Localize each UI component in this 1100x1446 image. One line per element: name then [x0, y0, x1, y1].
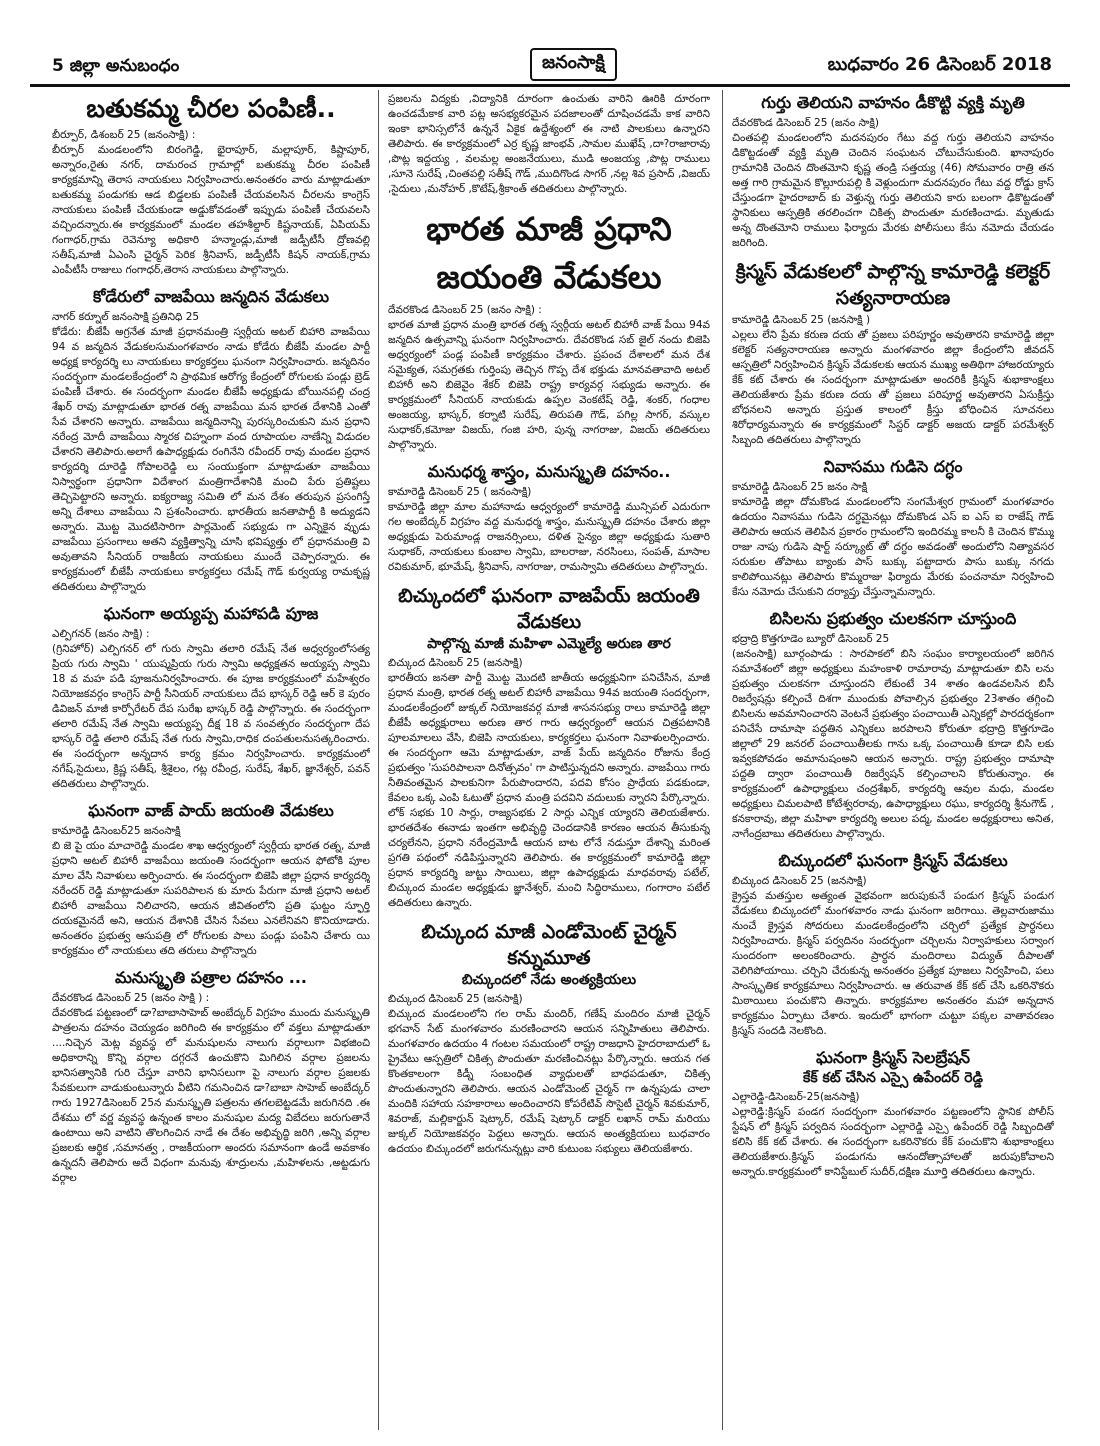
masthead-logo: జనంసాక్షి	[530, 48, 617, 81]
column-1	[52, 92, 370, 1422]
article-body: (గ్రినిహోర్) ఎల్పిగనర్ లో గురు స్వామి తలారి రమేష్ నేత అధ్వర్యంలోసత్య ప్రియ గురు స్వామి ' యుష్మప్రియ గురు స్వామి అధ్యక్షతన అయ్యప్ప స్వామి 18 వ మహ పడి పూజనునిర్వహించారు. ఈ పూజ కార్యక్రమంలో మహేశ్వరం నియోజకవర్గం కాంగ్రెస్ పార్టీ సీనియర్ నాయకులు దేప భాస్కర్ రెడ్డి ఆర్ కె పురం డివిజన్ మాజీ కార్పోరేటర్ దేప సురేఖ భాస్కర్ రెడ్డి పాల్గొన్నారు. ఈ సందర్భంగా తలారి రమేష్ నేత స్వామి అయ్యప్ప దీక్ష 18 వ సంవత్సరం సందర్భంగా దేప భాస్కర్ రెడ్డి తలారి రమేష్ నేత గురు స్వామి,రాధిక దంపతులనుసత్కరించారు. ఈ సందర్భంగా అన్నదాన కార్య క్రమం నిర్వహించారు. కార్యక్రమంలో నగేష్,సైదులు, క్రిష్ణ సతీష్, శ్రీశైలం, గట్ల రవీంద్ర, సురేష్, శేఖర్, జ్ఞానేశ్వర్, పవన్ తదితరులు పాల్గొన్నారు.	[52, 643, 370, 790]
article	[732, 1047, 1054, 1180]
article	[52, 286, 370, 595]
header-divider	[30, 84, 1070, 87]
article	[732, 850, 1054, 1039]
article-headline: ఘనంగా అయ్యప్ప మహాపడి పూజ	[103, 604, 319, 623]
article-body: ఎల్లలు లేని ప్రేమ కరుణ దయ తో ప్రజలు పరిపూర్ణం అవుతారని కామారెడ్డి జిల్లా కలెక్టర్ సత్యనారాయణ అన్నారు మంగళవారం జిల్లా కేంద్రంలోని జీవదన్ ఆస్పత్రిలో నిర్వహించిన క్రిస్మస్ వేడుకలకు ఆయన ముఖ్య అతిథిగా హాజరయ్యారు కేక్ కట్ చేశారు ఈ సందర్భంగా మాట్లాడుతూ అందరికీ క్రిస్మస్ శుభాకాంక్షలు తెలియజేశారు ప్రేమ కరుణ దయ తో ప్రజలు పరిపూర్ణ అవుతారని ఏసుక్రీస్తు బోధనలని అన్నారు ప్రస్తుత కాలంలో క్రీస్తు బోధించిన సూచనలు శిరోధార్యమన్నారు ఈ కార్యక్రమంలో సిస్టర్ డాక్టర్ అజయ డాక్టర్ పరమేశ్వర్ సిబ్బంది తదితరులు పాల్గొన్నారు	[732, 329, 1054, 446]
article	[732, 92, 1054, 251]
article-dateline: దేవరకొండ డిసెంబర్ 25 (జనం సాక్షి)	[732, 117, 879, 129]
article-dateline: కామారెడ్డి డిసెంబర్ 25 జనం సాక్షి	[732, 481, 868, 493]
article-headline: బిచ్కుందలో ఘనంగా వాజపేయ్ జయంతి వేడుకలు	[398, 585, 700, 633]
issue-date: బుధవారం 26 డిసెంబర్ 2018	[827, 54, 1052, 75]
article-dateline: దేవరకొండ డిసెంబర్ 25 (జనం సాక్షి ) :	[52, 992, 210, 1004]
page-header	[30, 48, 1070, 80]
article-body: బి జె పై యం మాచారెడ్డి మండల శాఖ ఆధ్వర్యంలో స్వర్గీయ భారత రత్న, మాజీ ప్రధాని అటల్ బిహారీ వాజపేయి జయంతి సందర్భంగా ఆయన ఫోటోకి పూల మాల వేసి నివాళులు అర్పించారు. ఈ సందర్భంగా బిజెపి జిల్లా ప్రధాన కార్యదర్శి నరేందర్ రెడ్డి మాట్లాడుతూ సుపరిపాలన కు మారు పేరుగా మాజీ ప్రధాని అటల్ బిహారీ వాజపేయి నిలిచారని, ఆయన జీవితంలోని ప్రతి ఘట్టం స్ఫూర్తి దయకమైనదే అని, ఆయన దేశానికి చేసిన సేవలు ఎనలేనివని కొనియాడారు. అనంతరం ప్రభుత్వ ఆసుపత్రి లో రోగులకు పాలు పండ్లు పంపిని చేశారు యి కార్యక్రమం లో నాయకులు తది తరులు పాల్గొన్నారు	[52, 840, 370, 957]
article	[732, 608, 1054, 842]
article	[388, 205, 710, 453]
article-headline: బిసిలను ప్రభుత్వం చులకనగా చూస్తుంది	[769, 609, 1017, 628]
article-dateline: బిచ్కుంద డిసెంబర్ 25 (జనసాక్షి)	[732, 875, 867, 887]
article-headline: మనుస్మృతి పత్రాల దహనం ...	[114, 968, 308, 987]
article-dateline: ఎల్పిగనర్ (జనం సాక్షి) :	[52, 628, 150, 640]
article	[732, 259, 1054, 448]
article-dateline: బిచ్కుంద డిసెంబర్ 25 (జనసాక్షి)	[388, 993, 523, 1005]
article-headline: బిచ్కుంద మాజీ ఎండోమెంట్ చైర్మన్ కన్నుమూత	[421, 921, 677, 969]
article-body: కోడేరు: బీజేపీ అగ్రనేత మాజీ ప్రధానమంత్రి స్వర్గీయ అటల్ బిహారి వాజపేయి 94 వ జన్మదిన వేడుకలసుమంగళవారం నాడు కోడేరు బీజేపీ మండల పార్టీ అధ్యక్ష కార్యదర్శి లు నాయకులు కార్యకర్తలు ఘనంగా నిర్వహించారు. జన్మదినం సందర్భంగా మండలకేంద్రంలో ని ప్రాథమిక ఆరోగ్య కేంద్రంలో రోగులకు పండ్లు బ్రెడ్ పంపిణీ చేశారు. ఈ సందర్భంగా మండల బీజేపీ అధ్యక్షుడు బోయినపల్లి చంద్ర శేఖర్ రావు మాట్లాడుతూ భారత రత్న వాజపేయి మన భారత దేశానికి ఎంతో సేవ చేశారని అన్నారు. వాజపేయి జన్మదినాన్ని పురస్కరించుకుని మన ప్రధాని నరేంద్ర మోదీ వాజపేయి స్మారక చిహ్నంగా వంద రూపాయల నాణేన్ని విడుదల చేశారని తెలిపారు.అలాగే ఉపాధ్యక్షుడు రంగినేని రవీందర్ రావు మండల ప్రధాన కార్యదర్శి దూరెడ్డి గోపాలరెడ్డి లు సంయుక్తంగా మాట్లాడుతూ వాజపేయి నిస్వార్థంగా ప్రధానిగా విదేశాంగ మంత్రిగాదేశానికి మంచి పేరు ప్రతిష్టలు తెచ్చిపెట్టారని అన్నారు. ఐక్యరాజ్య సమితి లో మన దేశం తరుపున ప్రసంగిస్తే అన్ని దేశాలు వాజపేయి ని ప్రశంసించారు. భారతీయ జనతాపార్టీ కి అద్యుడని అన్నారు. మొట్ట మొదటిసారిగా పార్లమెంట్ సభ్యుడు గా ఎన్నికైన వృుడు వాజపేయి ప్రసంగాలు అతని వ్యక్తిత్వాన్ని చూసి భవిష్యత్తు లో ప్రధానమంత్రి వి అవుతావని సీనియర్ రాజకీయ నాయకులు ముందే చెప్పారన్నారు. ఈ కార్యక్రమంలో బీజేపీ నాయకులు కార్యకర్తలు రమేష్ గౌడ్ కుర్వయ్య రామకృష్ణ తదితరులు పాల్గొన్నారు	[52, 326, 370, 593]
article-headline: మనుధర్మ శాస్త్రం, మనుస్మృతి దహనం..	[427, 462, 671, 481]
article-dateline: కామారెడ్డి డిసెంబర్25 జనంసాక్షి	[52, 825, 181, 837]
article-body: బిచ్కుంద మండలంలోని గల రామ్ మందిర్, గణేష్ మందిరం మాజీ చైర్మన్ భగవాన్ సేట్ మంగళవారం మరణించారని ఆయన సన్నిహితులు తెలిపారు. మంగళవారం ఉదయం 4 గంటల సమయంలో రాష్ట్ర రాజధాని హైదరాబాదులో ఓ ప్రైవేటు ఆస్పత్రిలో చికిత్స పొందుతూ మరణించినట్లు పేర్కొన్నారు. ఆయన గత కొంతకాలంగా కిడ్నీ సంబంధిత వ్యాధులతో బాధపడుతూ, చికిత్స పొందుతున్నారని తెలిపారు. ఆయన ఎండోమెంట్ చైర్మన్ గా ఉన్నపుడు చాలా మందికి సహాయ సహకారాలు అందించారని కోపరేటివ్ సొసైటీ చైర్మన్ శివకుమార్, శివరాజ్, మల్లికార్జున్ షెట్కార్, రమేష్ షెట్కార్ డాక్టర్ లఖాన్ రామ్ మరియు జుక్కల్ నియోజకవర్గం పెద్దలు అన్నారు. ఆయన అంత్యక్రియలు బుధవారం ఉదయం బిచ్కుందలో జరుగనున్నట్లు వారి కుటుంబ సభ్యులు తెలియజేశారు.	[388, 1008, 710, 1155]
column-divider	[722, 90, 723, 1430]
article-subheadline: బిచ్కుందలో నేడు అంత్యక్రియలు	[461, 972, 637, 988]
article-dateline: బీర్పూర్, డిశంబర్ 25 (జనంసాక్షి) :	[52, 129, 196, 141]
article-body: కామారెడ్డి జిల్లా మాల మహానాడు ఆధ్వర్యంలో కామారెడ్డి మున్సిపల్ ఎదురుగా గల అంబేద్కర్ విగ్రహం వద్ద మనుధర్మ శాస్త్రం, మనుస్మృతి దహనం చేశారు జిల్లా అధ్యక్షుడు పెరుమాండ్ల రాజనర్సింలు, దళిత సైన్యం జిల్లా అధ్యక్షుడు సుతారి సుధాకర్, నాయకులు కుంబాల స్వామి, బాలరాజు, నరసింలు, సంపత్, మాసాల రవికుమార్, భూమేష్, శ్రీనివాస్, నాగరాజు, రామస్వామి తదితరులు పాల్గొన్నారు.	[388, 501, 710, 573]
article	[388, 461, 710, 575]
article-dateline: కామారెడ్డి డిసెంబర్ 25 ( జనంసాక్షి)	[388, 486, 532, 498]
article-headline: గుర్తు తెలియని వాహనం డీకొట్టి వ్యక్తి మృతి	[761, 93, 1025, 112]
article-dateline: నాగర్ కర్నూల్ జనంసాక్షి ప్రతినిధి 25	[52, 311, 200, 323]
article-subheadline: పాల్గొన్న మాజీ మహిళా ఎమ్మెల్యే అరుణ తార	[427, 636, 671, 652]
article-continuation	[388, 92, 710, 197]
article-body: (జనంసాక్షి) బూర్గంపాడు : సారపాకలో బిసి సంఘం కార్యాలయంలో జరిగిన సమావేశంలో జిల్లా అధ్యక్షులు మహంకాళి రామారావు మాట్లాడుతూ బిసి లను ప్రభుత్వం చులకనగా చూస్తుందని లేకుంటే 34 శాతం ఉండవలసిన బిసీ రిజర్వేషన్లు కల్పించే దిశగా ముందుకు పోవాల్సిన ప్రభుత్వం 23శాతం తగ్గించి బిసిలను అవమానించారని వెంటనే ప్రభుత్వం పంచాయితీ ఎన్నికల్లో పారదర్శకంగా పనిచేసే దామాషా పద్ధతిన ఎన్నికలు జరపాలని కోరుతూ భద్రాద్రి కొత్తగూడెం జిల్లాలో 29 జనరల్ పంచాయితీలకు గాను ఒక్క పంచాయితీ కూడా బిసి లకు ఇవ్వకపోవడం అమానుషంఅని ఆయన అన్నారు. రాష్ట్ర ప్రభుత్వం దామాషా పద్దతి ద్వారా పంచాయితీ రిజర్వేషన్ కల్పించాలని కోరుతున్నాం. ఈ కార్యక్రమంలో ఉపాధ్యాక్షులు చంద్రశేఖర్, కార్యదర్శి ఆవుల మధు, మండల అధ్యక్షులు చిమలపాటి కోటేశ్వరరావు, ఉపాధ్యాక్షులు రఘు, కార్యదర్శి శ్రీనుగౌడ్ , కనకారావు, జిల్లా మహిళా కార్యదర్శి అలుల పద్మ, మండల అధ్యక్షురాలు అనిత, నాగేంద్రబాబు తదితరులు పాల్గొన్నారు.	[732, 648, 1054, 840]
article	[52, 603, 370, 792]
page-section-label: 5 జిల్లా అనుబంధం	[52, 56, 180, 76]
article-headline: నివాసము గుడిసె దగ్ధం	[823, 457, 963, 476]
article-dateline: భద్రాద్రి కొత్తగూడెం బ్యూరో డిసెంబర్ 25	[732, 633, 890, 645]
article-headline: బతుకమ్మ చీరల పంపిణీ..	[86, 94, 336, 123]
article-body: దేవరకొండ పట్టణంలో డా?బాబాసాహెబ్ అంబేద్కర్ విగ్రహం ముందు మనుస్మృతి పాత్రలను దహనం చెయ్యడం జరిగింది ఈ కార్యక్రమం లో వక్తలు మాట్లాడుతూ ....నిచ్చెన మెట్ల వ్యవస్థ లో మనుషులను నాలుగు వర్గాలుగా విభజించి అధికారాన్ని కొన్ని వర్గాల దగ్గరనే ఉంచుకొని మిగిలిన వర్గాల ప్రజలను భానిసత్వానికి గురి చేస్తూ వారిని భానిసలుగా పై నాలుగు వర్గాల ప్రజలకు సేవకులుగా వాడుకుంటున్నారు వీటిని గమనించిన డా?బాబా సాహెబ్ అంబేద్కర్ గారు 1927డిసెంబర్ 25న మనుస్మృతి పత్రలను తగలబెట్టడమే జరుగినది .ఈ దేశము లో వర్ణ వ్యవస్థ ఉన్నంత కాలం మనుషుల మద్య విబేదలు జరుగుతానే ఉంటాయి అని వాటిని తొలగించిన నాడే ఈ దేశం అభివృద్ధి జరిగి ,అన్ని వర్గాల ప్రజలకు ఆర్థిక ,సమానత్వ , రాజకీయంగా అందరు సమానంగా ఉండే అవకాశం ఉన్నదనీ తెలిపారు అదే విధంగా మనువు శూద్రులను ,మహిళలను ,అట్టడుగు వర్గాల	[52, 1007, 370, 1184]
article-body: భారత మాజీ ప్రధాన మంత్రి భారత రత్న స్వర్గీయ అటల్ బిహారీ వాజ్ పేయి 94వ జన్మదిన ఉత్సవాన్ని ఘనంగా నిర్వహించారు. దేవరకొండ సబ్ జైల్ నందు బిజెపి అధ్వర్యంలో పండ్ల పంపిణీ కార్యక్రమం చేశారు. ప్రపంచ దేశాలలో మన దేశ సమైక్యత, సమగ్రతకు గుర్తింపు తెచ్చిన గొప్ప దేశ భక్తుడు మానవతావాది అటల్ బిహారీ అని బిజెవైం శేకర్ బిజెపి రాష్ట్ర కార్యవర్గ సభ్యుడు అన్నారు. ఈ కార్యక్రమంలో సీనియర్ నాయకుడు ఉప్పల వెంకటేష్ రెడ్డి, శంకర్, గంధాల అంజయ్య, భాస్కర్, కర్నాటి సురేష్, తిరుపతి గౌడ్, పగిల్ల సాగర్, వస్కుల సుధాకర్,కమోజు విజయ్, గంజి హరి, పున్న నాగరాజు, విజయ్ తదితరులు పాల్గొన్నారు.	[388, 319, 710, 451]
article-subheadline: కేక్ కట్ చేసిన ఎస్సై ఉపేందర్ రెడ్డి	[803, 1070, 983, 1086]
article-dateline: కామారెడ్డి డిసెంబర్ 25 (జనసాక్షి )	[732, 314, 871, 326]
article-headline: భారత మాజీ ప్రధాని జయంతి వేడుకలు	[426, 210, 672, 296]
article-body: చింతపల్లి మండలంలోని మదనపురం గేటు వద్ద గుర్తు తెలియని వాహనం డికొట్టడంతో వ్యక్తి మృతి చెందిన సంఘటన చోటుచేసుకుంది. ఖానాపురం గ్రామానికి చెందిన దొంతమోని కృష్ణ తండ్రి సత్తయ్య (46) సోమవారం రాత్రి తన అత్త గారి గ్రామమైన కొల్లూరుపల్లి కి వెళ్లుందుగా మదనపురం గేటు వద్ద రోడ్డు క్రాస్ చేస్తుండగా హైదరాబాద్ కు వెళ్తున్న గుర్తు తెలియని కారు బలంగా ఢికొట్టడంతో స్థానికులు ఆస్పత్రికి తరలించగా చికిత్స పొందుతూ మరణించాడు. మృతుడు అన్న దొంతమోని రాములు ఫిర్యాదు మేరకు పోలీసులు కేసు నమోదు చేయడం జరిగింది.	[732, 132, 1054, 249]
article	[52, 92, 370, 278]
article	[388, 919, 710, 1157]
article-body: భారతీయ జనతా పార్టీ మొట్ట మొదటి జాతీయ అధ్యక్షునిగా పనిచేసిన, మాజీ ప్రధాన మంత్రి, భారత రత్న అటల్ బిహారీ వాజపేయి 94వ జయంతి సందర్భంగా, మండలకేంద్రంలో జుక్కల్ నియోజకవర్గ మాజీ శాసనసభ్యు రాలు కామారెడ్డి జిల్లా బీజేపీ అధ్యక్షురాలు అరుణ తార గారు ఆధ్వర్యంలో ఆయన చిత్రపటానికి పూలమాలలు వేసి, బిజెపి నాయకులు, కార్యకర్తలు ఘనంగా నివాళులర్పించారు. ఈ సందర్భంగా ఆమె మాట్లాడుతూ, వాజ్ పేయ్ జన్మదినం రోజును కేంద్ర ప్రభుత్వం 'సుపరిపాలనా దినోత్సవం' గా పాటిస్తున్నదని అన్నారు. వాజపేయి గారు నీతివంతమైన పాలకునిగా పేరుపొందారని, పదవి కోసం ప్రాధేయ పడకుండా, కేవలం ఒక్క ఎంపి ఓటుతో ప్రధాన మంత్రి పదవిని వదులుకు న్నారని పేర్కొన్నారు. లోక్ సభకు 10 సార్లు, రాజ్యసభకు 2 సార్లు ఎన్నిక య్యారని తెలియజేశారు. భారతదేశం ఈనాడు ఇంతగా అభివృద్ధి చెందడానికి కారణం ఆయన తీసుకున్న చర్యలేనని, ప్రధాని నరేంద్రమోడీ ఆయన బాట లోనే నడుస్తూ దేశాన్ని మరింత ప్రగతి పథంలో నడిపిస్తున్నారని తెలిపారు. ఈ కార్యక్రమంలో కామారెడ్డి జిల్లా ప్రధాన కార్యదర్శి జుట్టు సాయిలు, జిల్లా ఉపాధ్యక్షుడు మాధవరావు పటేల్, బిచ్కుంద మండల అధ్యక్షుడు జ్ఞానేశ్వర్, మంచి సిద్ధిరాములు, గంగారాం పటేల్ తదితరులు ఉన్నారు.	[388, 672, 710, 909]
article-dateline: బిచ్కుంద డిసెంబర్ 25 (జనసాక్షి)	[388, 657, 523, 669]
article-headline: బిచ్కుందలో ఘనంగా క్రిస్మస్ వేడుకలు	[778, 851, 1008, 870]
article-headline: ఘనంగా వాజ్ పాయ్ జయంతి వేడుకలు	[88, 801, 334, 820]
article-body: ఎల్లారెడ్డి:క్రిస్మస్ పండగ సందర్భంగా మంగళవారం పట్టణంలోని స్థానిక పోలీస్ స్టేషన్ లో క్రిస్మస్ పర్వదిన సందర్భంగా ఎల్లారెడ్డి ఎస్సై ఉపేందర్ రెడ్డి సిబ్బందితో కలిసి కేక్ కట్ చేశారు. ఈ సందర్భంగా ఒకరినొకరు కేక్ పంచుకొని శుభాకాంక్షలు తెలియజేశారు.క్రిస్మస్ పండుగను ఆనందోత్సాహాలతో జరుపుకోవాలని అన్నారు.కార్యక్రమంలో కానిస్టేబుల్ సుదీర్,దక్షిణ మూర్తి తదితరులు ఉన్నారు.	[732, 1106, 1054, 1178]
article-body: ప్రజలను విద్యకు ,విద్యానికి దూరంగా ఉంచుతు వారిని ఊరికి దూరంగా ఉంచడమేకాక వారి పట్ల అసభ్యకరమైన పదజాలంతో దూషించడమే కాక వారిని ఇంకా భానిస్సలోనే ఉన్ననే ఏకైక ఉద్దేశ్యంలో ఈ నాటి పాలకులు ఉన్నారని తెలిపారు. ఈ కార్యక్రమంలో ఎర్ర కృష్ణ జాంభవ్ ,సామల ముఖేష్ ,దా?రాజారావు ,పొట్ల ఇద్దయ్య , వలమల్ల అంజనేయులు, ముడి అంజయ్య ,పొట్ల రాములు ,సూనె సురేష్ ,చింతపల్లి సతీష్ గౌడ్ ,ముదిగొండ సాగర్ ,నల్ల శివ ప్రసాద్ ,విజయ్ ,సైదులు ,మనోహర్ ,కొటేష్,శ్రీకాంత్ తదితరులు పాల్గొన్నారు.	[388, 93, 710, 195]
column-3	[732, 92, 1054, 1422]
article-headline: కోడేరులో వాజపేయి జన్మదిన వేడుకలు	[92, 287, 329, 306]
article-dateline: దేవరకొండ డిసెంబర్ 25 (జనం సాక్షి) :	[388, 304, 542, 316]
article-body: కామారెడ్డి జిల్లా దోమకొండ మండలంలోని సంగమేశ్వర గ్రామంలో మంగళవారం ఉదయం నివాసము గుడిసె దగ్ధమైనట్లు దోమకొండ ఎస్ ఐ ఎస్ ఐ రాజేష్ గౌడ్ తెలిపారు ఆయన తెలిపిన ప్రకారం గ్రామంలోని ఇందిరమ్మ కాలనీ కి చెందిన కొమ్ము రాజు నాపు గుడిసె షార్ట్ సర్క్యూట్ తో దగ్ధం అవడంతో అందులోని నిత్యావసర సరుకుల తోపాటు బ్యాంకు పాస్ బుక్కు పట్టాదారు పాసు బుక్కు నగదు కాలిపోయినట్లు తెలిపారు కొమ్మరాజు ఫిర్యాదు మేరకు పంచనామా నిర్వహించి కేసు నమోదు చేసుకుని దర్యాప్తు చేస్తున్నామన్నారు.	[732, 496, 1054, 598]
article	[732, 456, 1054, 600]
article-body: క్రైస్తవ మతస్తుల అత్యంత వైభవంగా జరుపుకునే పండుగ క్రిస్మస్ పండుగ వేడుకలు బిచ్కుందలో మంగళవారం నాడు ఘనంగా జరిగాయి. తెల్లవారుజాము నుంచే క్రైస్తవ సోదరులు మండలకేంద్రంలోని చర్చిలో ప్రత్యేక ప్రార్ధనలు నిర్వహించారు. క్రిస్మస్ పర్వదినం సందర్భంగా చర్చిలను నిర్వాహకులు సర్వాంగ సుందరంగా అలంకరించారు. ప్రార్ధన మందిరాలు విద్యుత్ దీపాలతో వెలిగిపోయాయి. చర్చిని చేరుకున్న అనంతరం ప్రత్యేక పూజలు నిర్వహించి, పలు సాంస్కృతిక కార్యక్రమాలు నిర్వహించారు. ఆ తరువాత కేక్ కట్ చేసి ఒకరినొకరు మిఠాయిలు పంచుకొని తిన్నారు. కార్యక్రమాల అనంతరం మహా అన్నదాన కార్యక్రమం ఏర్పాటు చేశారు. ఇందులో భాగంగా చుట్టూ పక్కల వాతావరణం క్రిస్మస్ సందడి నెలకొంది.	[732, 890, 1054, 1037]
article	[52, 967, 370, 1186]
article	[52, 800, 370, 959]
column-2	[388, 92, 710, 1422]
article-body: బీర్పూర్ మండలంలోని బిరంగెడ్డి, భైరాపూర్, మల్లాపూర్, కిష్టాపూర్, అన్నారం,రైతు నగర్, దామరంచ గ్రామాల్లో బతుకమ్మ చీరల పంపిణీ కార్యక్రమాన్ని తెరాస నాయకులు నిర్వహించారు.అనంతరం వారు మాట్లాడుతూ బతుకమ్మ పండుగకు ఆడ బిడ్డలకు పంపిణీ చేయవలసిన చీరలను కాంగ్రెస్ నాయకులు పంపిణీ చేయకుండా అడ్డుకోవడంతో ఇప్పుడు పంపిణీ చేయవలసి వచ్చిందన్నారు.ఈ కార్యక్రమంలో మండల తహశీల్దార్ కిష్టనాయక్, ఏపియమ్ గంగాధర్,గ్రామ రెవెన్యూ అధికారి హన్మాండ్లు,మాజీ జడ్పీటీసీ ద్రోణవల్లి సతీష్,మాజీ ఏఎంసి చైర్మన్ పెరిక శ్రీనివాస్, జడ్పీటీసీ కిషన్ నాయక్,గ్రామ ఎంపీటీసీ రాజులు గంగాధర్,తెరాస నాయకులు పాల్గొన్నారు.	[52, 144, 370, 276]
article-dateline: ఎల్లారెడ్డి-డిసెంబర్-25(జనసాక్షి)	[732, 1091, 860, 1103]
column-divider	[378, 90, 379, 1430]
article-headline: ఘనంగా క్రిస్మస్ సెలబ్రేషన్	[816, 1048, 970, 1067]
article	[388, 583, 710, 911]
article-headline: క్రిస్మస్ వేడుకలలో పాల్గొన్న కామారెడ్డి కలెక్టర్ సత్యనారాయణ	[735, 261, 1051, 309]
